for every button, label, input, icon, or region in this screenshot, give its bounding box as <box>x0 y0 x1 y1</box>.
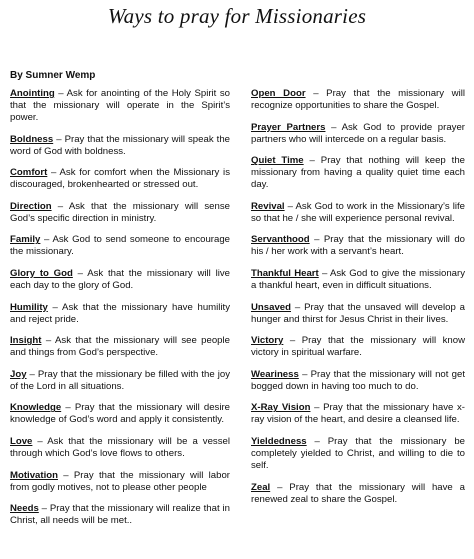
entry-text: – Ask that the missionary will live each day to the glory of God. <box>10 267 230 291</box>
entry-prayer-partners <box>251 122 465 146</box>
entry-humility <box>10 302 230 326</box>
entry-term: Yieldedness <box>251 435 307 447</box>
entry-term: Glory to God <box>10 267 73 279</box>
entry-text: – Pray that the missionary will speak the word of God with boldness. <box>10 133 230 157</box>
entry-weariness <box>251 369 465 393</box>
entry-servanthood <box>251 234 465 258</box>
entry-term: Revival <box>251 200 285 212</box>
entry-term: Love <box>10 435 33 447</box>
entry-term: Motivation <box>10 469 58 481</box>
entry-text: – Pray that the missionary be filled with the joy of the Lord in all situations. <box>10 368 230 392</box>
entry-glory-to-god <box>10 268 230 292</box>
entry-yieldedness <box>251 436 465 472</box>
entry-term: Needs <box>10 503 39 515</box>
entry-text: – Pray that the missionary will realize that in Christ, all needs will be met.. <box>10 503 230 527</box>
entry-text: – Ask for comfort when the Missionary is discouraged, brokenhearted or stressed out. <box>10 167 230 191</box>
entry-motivation <box>10 470 230 494</box>
entry-revival <box>251 201 465 225</box>
entry-text: – Pray that the unsaved will develop a hunger and thirst for Jesus Christ in their lives. <box>251 301 465 325</box>
entry-insight <box>10 335 230 359</box>
entry-term: Thankful Heart <box>251 267 319 279</box>
entry-text: – Ask for anointing of the Holy Spirit so that the missionary will operate in the Spirit’s power. <box>10 88 230 123</box>
entry-term: Prayer Partners <box>251 121 326 133</box>
entry-text: – Ask God to provide prayer partners who will intercede on a regular basis. <box>251 121 465 145</box>
entry-term: Weariness <box>251 368 299 380</box>
entry-term: Servanthood <box>251 234 310 246</box>
page-title: Ways to pray for Missionaries <box>107 4 367 28</box>
entry-term: Zeal <box>251 481 271 493</box>
entry-open-door <box>251 88 465 112</box>
entry-knowledge <box>10 402 230 426</box>
entry-x-ray-vision <box>251 402 465 426</box>
entry-text: – Ask God to send someone to encourage the missionary. <box>10 234 230 258</box>
entry-text: – Pray that the missionary will do his / her work with a servant’s heart. <box>251 234 465 258</box>
entry-unsaved <box>251 302 465 326</box>
entry-term: Knowledge <box>10 402 62 414</box>
entry-term: Boldness <box>10 133 54 145</box>
entry-text: – Pray that the missionary will desire knowledge of God’s word and apply it consistently. <box>10 402 230 426</box>
entry-term: Humility <box>10 301 48 313</box>
entry-text: – Ask God to work in the Missionary’s life so that he / she will experience personal revival. <box>251 200 465 224</box>
entry-term: X-Ray Vision <box>251 402 311 414</box>
entry-text: – Pray that the missionary be completely yielded to Christ, and willing to die to self. <box>251 435 465 471</box>
entry-term: Quiet Time <box>251 155 304 167</box>
entry-term: Unsaved <box>251 301 291 313</box>
left-column <box>10 88 230 534</box>
entry-term: Anointing <box>10 88 55 99</box>
entry-text: – Pray that the missionary will not get bogged down in having too much to do. <box>251 368 465 392</box>
entry-direction <box>10 201 230 225</box>
entry-text: – Pray that the missionary will recognize opportunities to share the Gospel. <box>251 88 465 111</box>
entry-zeal <box>251 482 465 506</box>
entry-text: – Ask God to give the missionary a thankful heart, even in difficult situations. <box>251 267 466 291</box>
entry-term: Comfort <box>10 167 48 179</box>
entry-term: Direction <box>10 200 52 212</box>
entry-text: – Ask that the missionary have humility and reject pride. <box>10 301 230 325</box>
entry-thankful-heart <box>251 268 465 292</box>
entry-boldness <box>10 134 230 158</box>
entry-text: – Ask that the missionary will sense God’s specific direction in ministry. <box>10 200 230 224</box>
entry-term: Family <box>10 234 41 246</box>
entry-term: Victory <box>251 335 284 347</box>
entry-term: Joy <box>10 368 27 380</box>
entry-text: – Pray that the missionary will have a renewed zeal to share the Gospel. <box>251 481 465 505</box>
entry-term: Insight <box>10 335 42 347</box>
entry-joy <box>10 369 230 393</box>
entry-anointing <box>10 88 230 124</box>
right-column <box>251 88 465 513</box>
entry-text: – Pray that the missionary will know victory in spiritual warfare. <box>251 335 465 359</box>
entry-love <box>10 436 230 460</box>
entry-text: – Ask that the missionary will see people and things from God’s perspective. <box>10 335 230 359</box>
entry-comfort <box>10 167 230 191</box>
entry-family <box>10 234 230 258</box>
author-byline: By Sumner Wemp <box>10 70 96 81</box>
entry-text: – Pray that the missionary will labor from godly motives, not to please other people <box>10 469 230 493</box>
entry-quiet-time <box>251 155 465 191</box>
entry-victory <box>251 335 465 359</box>
entry-term: Open Door <box>251 88 306 99</box>
entry-text: – Ask that the missionary will be a vessel through which God’s love flows to others. <box>10 435 230 459</box>
entry-text: – Pray that the missionary have x-ray vision of the heart, and desire a cleansed life. <box>251 402 465 426</box>
entry-needs <box>10 503 230 527</box>
entry-text: – Pray that nothing will keep the missionary from having a quality quiet time each day. <box>251 155 465 191</box>
